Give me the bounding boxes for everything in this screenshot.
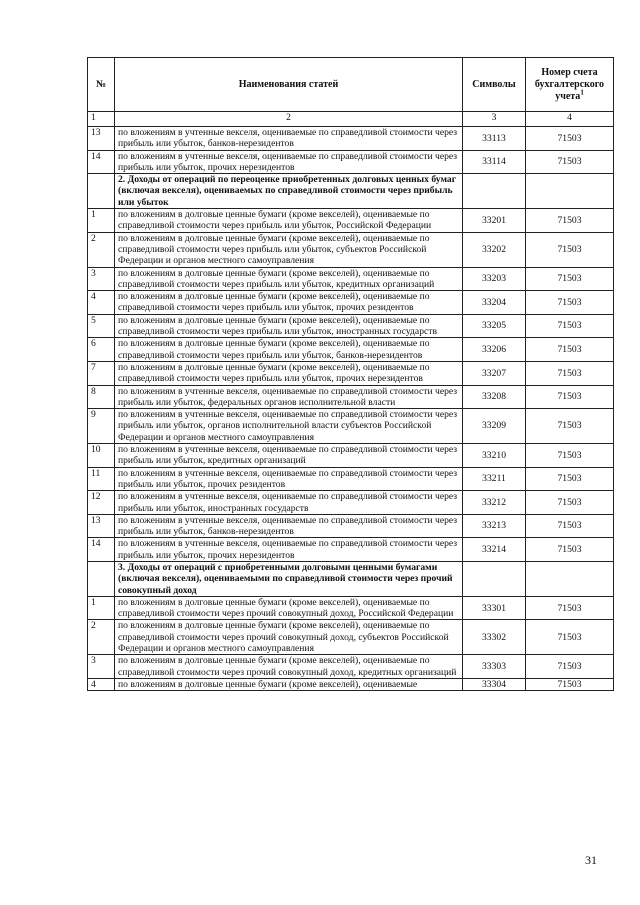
row-symbol: 33113: [463, 127, 526, 151]
row-number: 2: [88, 232, 115, 267]
row-number: 10: [88, 444, 115, 468]
row-account: 71503: [526, 655, 614, 679]
row-symbol: 33205: [463, 314, 526, 338]
row-name: по вложениям в учтенные векселя, оцениваемые по справедливой стоимости через прибыль или убыток, федеральных органов исполнительной власти: [115, 385, 463, 409]
accounts-table: [87, 57, 614, 691]
row-account: 71503: [526, 150, 614, 174]
row-name: по вложениям в долговые ценные бумаги (кроме векселей), оцениваемые по справедливой стоимости через прочий совокупный доход, кредитных организаций: [115, 655, 463, 679]
row-number: [88, 561, 115, 596]
row-account: 71503: [526, 596, 614, 620]
row-account: 71503: [526, 361, 614, 385]
table-row: [88, 385, 614, 409]
row-number: 9: [88, 409, 115, 444]
row-name: по вложениям в долговые ценные бумаги (кроме векселей), оцениваемые по справедливой стоимости через прибыль или убыток, субъектов Российской Федерации и органов местного самоуправления: [115, 232, 463, 267]
row-symbol: [463, 561, 526, 596]
row-account: 71503: [526, 678, 614, 690]
row-name: по вложениям в учтенные векселя, оцениваемые по справедливой стоимости через прибыль или убыток, органов исполнительной власти субъектов Российской Федерации и органов местного самоуправления: [115, 409, 463, 444]
row-name: по вложениям в учтенные векселя, оцениваемые по справедливой стоимости через прибыль или убыток, прочих резидентов: [115, 467, 463, 491]
table-row: [88, 150, 614, 174]
row-symbol: 33208: [463, 385, 526, 409]
row-name: 3. Доходы от операций с приобретенными долговыми ценными бумагами (включая векселя), оцениваемыми по справедливой стоимости через прочий совокупный доход: [115, 561, 463, 596]
row-account: 71503: [526, 467, 614, 491]
row-symbol: 33203: [463, 267, 526, 291]
table-row: [88, 361, 614, 385]
row-name: по вложениям в учтенные векселя, оцениваемые по справедливой стоимости через прибыль или убыток, банков-нерезидентов: [115, 514, 463, 538]
header-account-text: Номер счета бухгалтерского учета: [534, 66, 605, 102]
row-number: 4: [88, 291, 115, 315]
row-name: 2. Доходы от операций по переоценке приобретенных долговых ценных бумаг (включая векселя), оцениваемых по справедливой стоимости через прибыль или убыток: [115, 174, 463, 209]
row-account: 71503: [526, 314, 614, 338]
table-row: [88, 209, 614, 233]
header-no: №: [88, 58, 115, 112]
row-number: 1: [88, 209, 115, 233]
row-name: по вложениям в долговые ценные бумаги (кроме векселей), оцениваемые по справедливой стоимости через прибыль или убыток, банков-нерезидентов: [115, 338, 463, 362]
row-name: по вложениям в долговые ценные бумаги (кроме векселей), оцениваемые: [115, 678, 463, 690]
row-symbol: 33303: [463, 655, 526, 679]
table-row: [88, 267, 614, 291]
row-name: по вложениям в долговые ценные бумаги (кроме векселей), оцениваемые по справедливой стоимости через прибыль или убыток, прочих нерезидентов: [115, 361, 463, 385]
row-name: по вложениям в долговые ценные бумаги (кроме векселей), оцениваемые по справедливой стоимости через прибыль или убыток, иностранных государств: [115, 314, 463, 338]
table-row: [88, 338, 614, 362]
row-number: 3: [88, 655, 115, 679]
document-page: [87, 57, 613, 691]
section-row: [88, 561, 614, 596]
row-symbol: 33201: [463, 209, 526, 233]
row-symbol: 33212: [463, 491, 526, 515]
row-number: 5: [88, 314, 115, 338]
row-account: 71503: [526, 491, 614, 515]
row-number: 7: [88, 361, 115, 385]
row-number: [88, 174, 115, 209]
table-body: [88, 127, 614, 691]
row-symbol: 33202: [463, 232, 526, 267]
colnum-2: 2: [115, 112, 463, 127]
colnum-3: 3: [463, 112, 526, 127]
row-number: 11: [88, 467, 115, 491]
row-number: 1: [88, 596, 115, 620]
row-symbol: 33214: [463, 538, 526, 562]
header-symbols: Символы: [463, 58, 526, 112]
row-symbol: 33211: [463, 467, 526, 491]
table-row: [88, 127, 614, 151]
row-symbol: 33302: [463, 620, 526, 655]
row-number: 8: [88, 385, 115, 409]
row-name: по вложениям в долговые ценные бумаги (кроме векселей), оцениваемые по справедливой стоимости через прибыль или убыток, Российской Федерации: [115, 209, 463, 233]
row-name: по вложениям в долговые ценные бумаги (кроме векселей), оцениваемые по справедливой стоимости через прибыль или убыток, прочих резидентов: [115, 291, 463, 315]
row-number: 6: [88, 338, 115, 362]
row-name: по вложениям в учтенные векселя, оцениваемые по справедливой стоимости через прибыль или убыток, кредитных организаций: [115, 444, 463, 468]
table-row: [88, 620, 614, 655]
header-account: [526, 58, 614, 112]
row-name: по вложениям в учтенные векселя, оцениваемые по справедливой стоимости через прибыль или убыток, прочих нерезидентов: [115, 538, 463, 562]
section-row: [88, 174, 614, 209]
row-symbol: 33301: [463, 596, 526, 620]
row-account: 71503: [526, 514, 614, 538]
row-account: 71503: [526, 444, 614, 468]
row-account: 71503: [526, 291, 614, 315]
row-symbol: 33204: [463, 291, 526, 315]
table-row: [88, 314, 614, 338]
row-symbol: 33210: [463, 444, 526, 468]
table-row: [88, 409, 614, 444]
row-symbol: 33213: [463, 514, 526, 538]
row-account: [526, 561, 614, 596]
row-number: 4: [88, 678, 115, 690]
row-account: 71503: [526, 127, 614, 151]
row-number: 3: [88, 267, 115, 291]
row-name: по вложениям в долговые ценные бумаги (кроме векселей), оцениваемые по справедливой стоимости через прибыль или убыток, кредитных организаций: [115, 267, 463, 291]
row-account: 71503: [526, 409, 614, 444]
row-number: 2: [88, 620, 115, 655]
row-account: 71503: [526, 209, 614, 233]
row-symbol: [463, 174, 526, 209]
page-number: 31: [585, 853, 597, 867]
row-name: по вложениям в учтенные векселя, оцениваемые по справедливой стоимости через прибыль или убыток, прочих нерезидентов: [115, 150, 463, 174]
table-row: [88, 655, 614, 679]
table-header-row: [88, 58, 614, 112]
row-account: 71503: [526, 338, 614, 362]
header-account-footnote: 1: [580, 88, 584, 97]
row-number: 13: [88, 514, 115, 538]
row-number: 14: [88, 538, 115, 562]
row-account: 71503: [526, 538, 614, 562]
row-account: 71503: [526, 267, 614, 291]
table-row: [88, 538, 614, 562]
row-account: 71503: [526, 232, 614, 267]
row-name: по вложениям в долговые ценные бумаги (кроме векселей), оцениваемые по справедливой стоимости через прочий совокупный доход, Российской Федерации: [115, 596, 463, 620]
row-symbol: 33207: [463, 361, 526, 385]
row-name: по вложениям в долговые ценные бумаги (кроме векселей), оцениваемые по справедливой стоимости через прочий совокупный доход, субъектов Российской Федерации и органов местного самоуправления: [115, 620, 463, 655]
table-row: [88, 596, 614, 620]
row-name: по вложениям в учтенные векселя, оцениваемые по справедливой стоимости через прибыль или убыток, банков-нерезидентов: [115, 127, 463, 151]
header-name: Наименования статей: [115, 58, 463, 112]
row-name: по вложениям в учтенные векселя, оцениваемые по справедливой стоимости через прибыль или убыток, иностранных государств: [115, 491, 463, 515]
table-row: [88, 678, 614, 690]
table-row: [88, 232, 614, 267]
table-row: [88, 514, 614, 538]
table-row: [88, 444, 614, 468]
row-symbol: 33209: [463, 409, 526, 444]
column-number-row: [88, 112, 614, 127]
row-account: 71503: [526, 620, 614, 655]
row-symbol: 33206: [463, 338, 526, 362]
row-symbol: 33114: [463, 150, 526, 174]
colnum-1: 1: [88, 112, 115, 127]
row-account: [526, 174, 614, 209]
row-account: 71503: [526, 385, 614, 409]
row-number: 14: [88, 150, 115, 174]
table-row: [88, 467, 614, 491]
table-row: [88, 491, 614, 515]
row-number: 13: [88, 127, 115, 151]
table-row: [88, 291, 614, 315]
row-number: 12: [88, 491, 115, 515]
colnum-4: 4: [526, 112, 614, 127]
row-symbol: 33304: [463, 678, 526, 690]
